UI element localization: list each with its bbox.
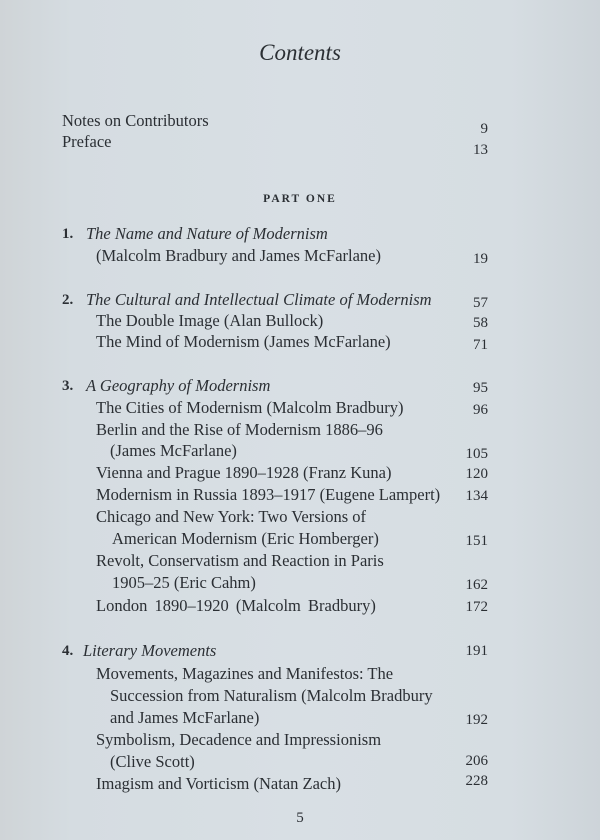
toc-entry [0, 463, 600, 483]
toc-entry-page: 228 [465, 773, 488, 789]
toc-entry-page: 162 [465, 577, 488, 593]
toc-entry-page: 120 [465, 466, 488, 482]
page-title: Contents [259, 40, 341, 65]
toc-entry [0, 246, 600, 266]
toc-entry-page: 19 [473, 251, 488, 267]
chapter-number: 4. [62, 643, 74, 659]
toc-entry-page: 13 [473, 142, 488, 158]
chapter-title: The Name and Nature of Modernism [86, 224, 328, 243]
toc-entry-page: 134 [465, 488, 488, 504]
toc-entry-continued [0, 752, 600, 772]
toc-entry-label: The Mind of Modernism (James McFarlane) [96, 332, 391, 351]
toc-entry-label: The Double Image (Alan Bullock) [96, 311, 324, 330]
toc-entry-label: Chicago and New York: Two Versions of [96, 507, 367, 526]
toc-entry-label: Symbolism, Decadence and Impressionism [96, 730, 382, 749]
toc-entry [0, 551, 600, 571]
toc-entry-label: London 1890–1920 (Malcolm Bradbury) [96, 596, 376, 615]
chapter-number: 2. [62, 292, 74, 308]
toc-entry-label: Vienna and Prague 1890–1928 (Franz Kuna) [96, 463, 392, 482]
toc-entry-label: Preface [62, 132, 112, 151]
toc-entry-page: 9 [480, 121, 488, 137]
toc-entry-continued [0, 573, 600, 593]
toc-entry-page: 96 [473, 402, 488, 418]
toc-entry-label: Modernism in Russia 1893–1917 (Eugene Lampert) [96, 485, 441, 504]
toc-entry-label: Imagism and Vorticism (Natan Zach) [96, 774, 341, 793]
toc-entry-label: 1905–25 (Eric Cahm) [112, 573, 256, 592]
toc-entry-label: Revolt, Conservatism and Reaction in Paris [96, 551, 384, 570]
toc-entry-label: Movements, Magazines and Manifestos: The [96, 664, 394, 683]
toc-entry-label: The Cities of Modernism (Malcolm Bradbury) [96, 398, 404, 417]
toc-entry-page: 151 [465, 533, 488, 549]
toc-entry-preface [0, 132, 600, 158]
chapter-heading-3 [0, 376, 600, 396]
toc-entry-page: 58 [473, 315, 488, 331]
chapter-heading-2 [0, 290, 600, 310]
chapter-number: 1. [62, 226, 74, 242]
toc-entry-page: 105 [465, 446, 488, 462]
toc-entry-label: Notes on Contributors [62, 111, 209, 130]
toc-entry-label: and James McFarlane) [110, 708, 260, 727]
toc-entry-page: 192 [465, 712, 488, 728]
toc-entry-page: 172 [465, 599, 488, 615]
chapter-heading-4 [0, 641, 600, 661]
chapter-heading-1 [0, 224, 600, 244]
toc-entry-continued [0, 529, 600, 549]
toc-entry [0, 485, 600, 505]
chapter-title: A Geography of Modernism [86, 376, 271, 395]
chapter-page: 57 [473, 295, 488, 311]
toc-entry-notes-on-contributors [0, 111, 600, 137]
chapter-number: 3. [62, 378, 74, 394]
toc-entry [0, 730, 600, 750]
toc-entry-label: (Malcolm Bradbury and James McFarlane) [96, 246, 381, 265]
toc-entry-label: American Modernism (Eric Homberger) [112, 529, 379, 548]
toc-entry-label: Succession from Naturalism (Malcolm Bradbury [110, 686, 433, 705]
toc-entry [0, 774, 600, 794]
toc-entry-label: (Clive Scott) [110, 752, 195, 771]
toc-entry-page: 206 [465, 753, 488, 769]
toc-entry-continued [0, 686, 600, 706]
toc-entry-continued [0, 708, 600, 728]
toc-entry-label: (James McFarlane) [110, 441, 237, 460]
toc-entry [0, 596, 600, 616]
toc-entry [0, 420, 600, 440]
chapter-title: Literary Movements [83, 641, 217, 660]
toc-entry-continued [0, 441, 600, 461]
chapter-title: The Cultural and Intellectual Climate of Modernism [86, 290, 432, 309]
chapter-page: 191 [465, 643, 488, 659]
toc-entry-label: Berlin and the Rise of Modernism 1886–96 [96, 420, 383, 439]
toc-entry [0, 507, 600, 527]
toc-entry [0, 332, 600, 352]
toc-entry [0, 311, 600, 331]
chapter-page: 95 [473, 380, 488, 396]
page-number: 5 [296, 810, 304, 826]
toc-entry [0, 664, 600, 684]
toc-entry-page: 71 [473, 337, 488, 353]
part-heading: PART ONE [263, 193, 337, 205]
toc-entry [0, 398, 600, 418]
